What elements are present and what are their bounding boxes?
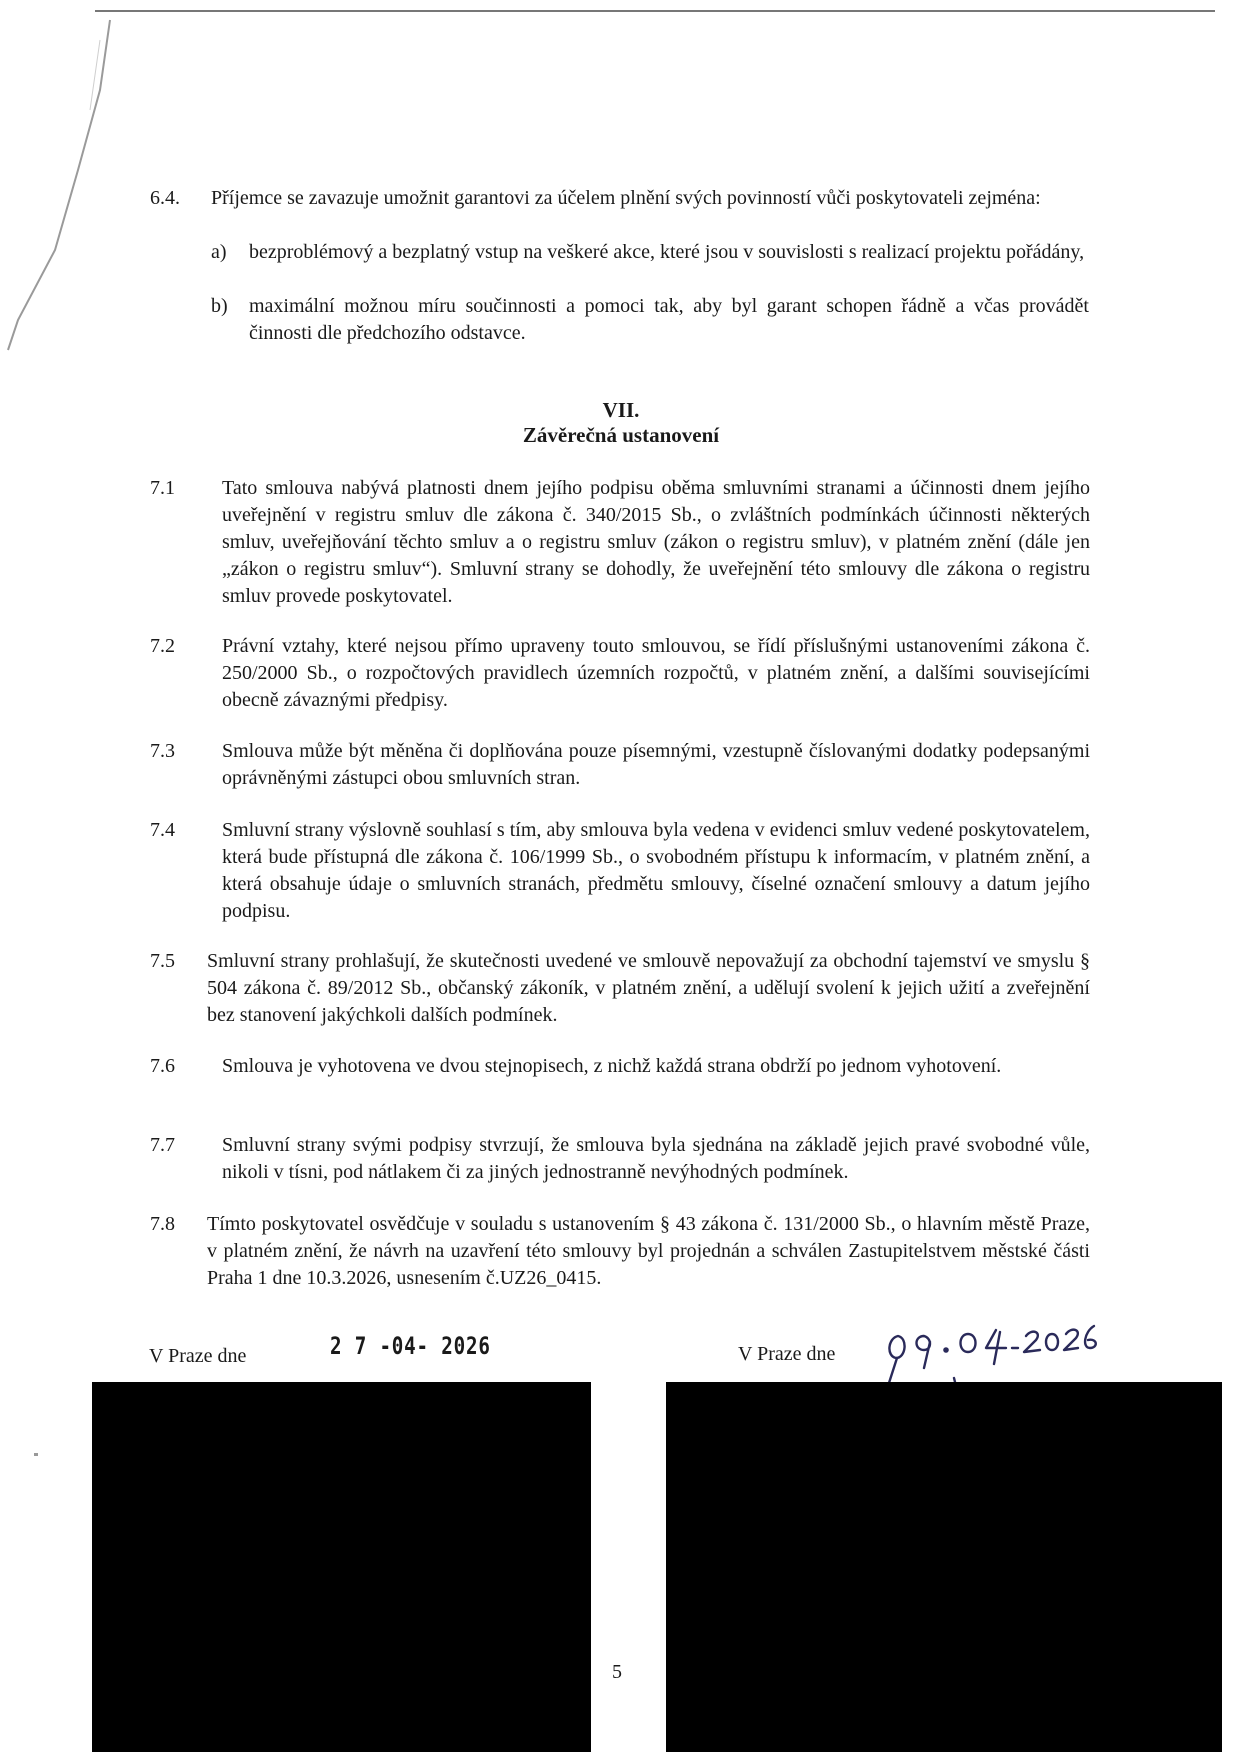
handwritten-date-right	[880, 1320, 1100, 1390]
clause-text: Smlouva je vyhotovena ve dvou stejnopisech, z nichž každá strana obdrží po jednom vyhotovení.	[222, 1055, 1002, 1077]
clause-number: 7.3	[150, 740, 175, 762]
clause-number: 7.8	[150, 1213, 175, 1235]
scan-edge-line	[0, 0, 130, 380]
clause-text: Tímto poskytovatel osvědčuje v souladu s ustanovením § 43 zákona č. 131/2000 Sb., o hlavním městě Praze, v platném znění, že návrh na uzavření této smlouvy byl projednán a schválen Zastupitelstvem městské části Praha 1 dne 10.3.2026, usnesením č.UZ26_0415.	[207, 1213, 1090, 1289]
clause-number: 7.4	[150, 819, 175, 841]
clause-6-4-item-a-text: bezproblémový a bezplatný vstup na veškeré akce, které jsou v souvislosti s realizací projektu pořádány,	[249, 241, 1085, 263]
clause-6-4-number: 6.4.	[150, 187, 180, 209]
scan-dust-mark	[34, 1453, 38, 1456]
redaction-block-right	[666, 1382, 1222, 1752]
clause-text: Právní vztahy, které nejsou přímo upraveny touto smlouvou, se řídí příslušnými ustanoveními zákona č. 250/2000 Sb., o rozpočtových pravidlech územních rozpočtů, v platném znění, a dalšími souvisejícími obecně závaznými předpisy.	[222, 635, 1090, 711]
clause-6-4-item-b-text: maximální možnou míru součinnosti a pomoci tak, aby byl garant schopen řádně a včas provádět činnosti dle předchozího odstavce.	[249, 295, 1089, 344]
clause-text: Smluvní strany výslovně souhlasí s tím, aby smlouva byla vedena v evidenci smluv vedené poskytovatelem, která bude přístupná dle zákona č. 106/1999 Sb., o svobodném přístupu k informacím, v platném znění, a která obsahuje údaje o smluvních stranách, předmětu smlouvy, číselné označení smlouvy a datum jejího podpisu.	[222, 819, 1090, 922]
clause-text: Smluvní strany svými podpisy stvrzují, že smlouva byla sjednána na základě jejich pravé svobodné vůle, nikoli v tísni, pod nátlakem či za jiných jednostranně nevýhodných podmínek.	[222, 1134, 1090, 1183]
signature-place-left: V Praze dne	[149, 1345, 247, 1367]
clause-text: Tato smlouva nabývá platnosti dnem jejího podpisu oběma smluvními stranami a účinnosti dnem jejího uveřejnění v registru smluv dle zákona č. 340/2015 Sb., o zvláštních podmínkách účinnosti některých smluv, uveřejňování těchto smluv a o registru smluv (zákon o registru smluv), v platném znění (dále jen „zákon o registru smluv“). Smluvní strany se dohodly, že uveřejnění této smlouvy dle zákona o registru smluv provede poskytovatel.	[222, 477, 1090, 607]
clause-6-4-item-a-mark: a)	[211, 241, 227, 263]
date-stamp-left: 2 7 -04- 2026	[330, 1332, 491, 1360]
section-title: Závěrečná ustanovení	[522, 423, 720, 447]
section-number: VII.	[602, 398, 640, 422]
clause-6-4-text: Příjemce se zavazuje umožnit garantovi za účelem plnění svých povinností vůči poskytovateli zejména:	[211, 187, 1041, 209]
clause-text: Smluvní strany prohlašují, že skutečnosti uvedené ve smlouvě nepovažují za obchodní tajemství ve smyslu § 504 zákona č. 89/2012 Sb., občanský zákoník, v platném znění, a udělují svolení k jejich užití a zveřejnění bez stanovení jakýchkoli dalších podmínek.	[207, 950, 1090, 1026]
signature-place-right: V Praze dne	[738, 1343, 836, 1365]
scan-top-rule	[95, 10, 1215, 12]
clause-number: 7.7	[150, 1134, 175, 1156]
clause-number: 7.1	[150, 477, 175, 499]
clause-number: 7.5	[150, 950, 175, 972]
clause-text: Smlouva může být měněna či doplňována pouze písemnými, vzestupně číslovanými dodatky podepsanými oprávněnými zástupci obou smluvních stran.	[222, 740, 1090, 789]
clause-number: 7.2	[150, 635, 175, 657]
clause-6-4-item-b-mark: b)	[211, 295, 228, 317]
page-number: 5	[612, 1661, 622, 1683]
clause-number: 7.6	[150, 1055, 175, 1077]
redaction-block-left	[92, 1382, 591, 1752]
